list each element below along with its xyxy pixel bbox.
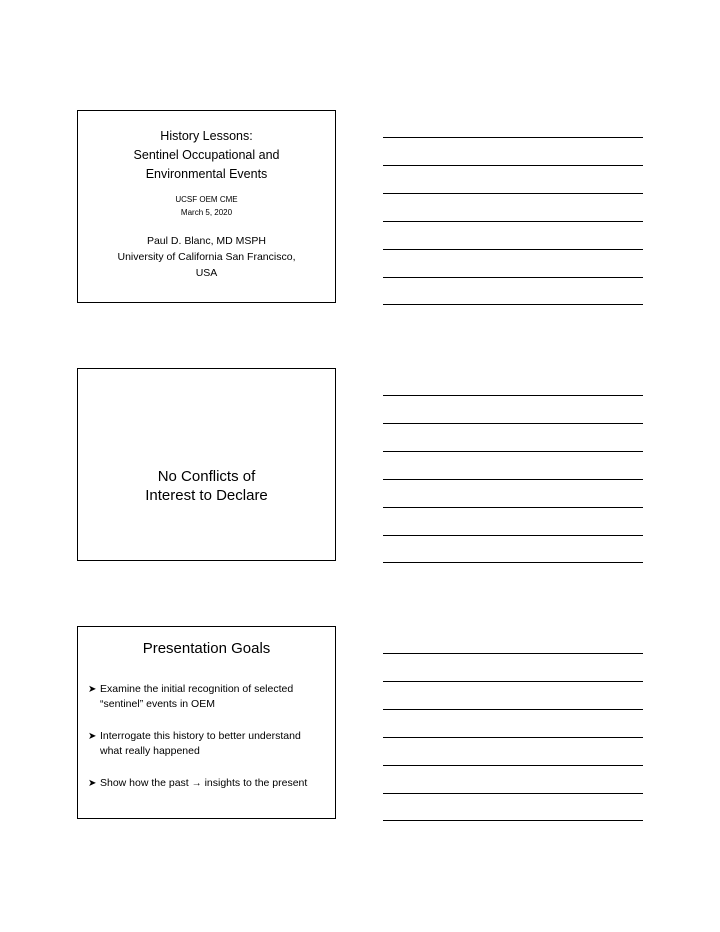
- note-line: [383, 653, 643, 654]
- note-line: [383, 165, 643, 166]
- affiliation-line-1: University of California San Francisco,: [117, 251, 296, 263]
- affiliation-line-2: USA: [195, 267, 218, 279]
- slide-1-title: [78, 127, 335, 184]
- slide-2-line-1: No Conflicts of: [157, 468, 256, 485]
- note-line: [383, 820, 643, 821]
- arrowhead-bullet-icon: ➤: [88, 684, 97, 695]
- goal-item: [88, 776, 329, 791]
- note-line: [383, 479, 643, 480]
- slide-2-statement: [78, 467, 335, 505]
- slide-1-title-slide: [77, 110, 336, 303]
- note-line: [383, 681, 643, 682]
- goal-3-after-arrow: insights to the present: [204, 777, 308, 789]
- slide-1-meta: [78, 193, 335, 219]
- goal-item: [88, 682, 329, 712]
- slide-3-goals: [77, 626, 336, 819]
- event-name: UCSF OEM CME: [175, 195, 238, 204]
- slide-2-conflicts: [77, 368, 336, 561]
- goal-item: [88, 729, 329, 759]
- goal-1-line-1: Examine the initial recognition of selected: [100, 683, 294, 695]
- note-line: [383, 507, 643, 508]
- slide-3-title: Presentation Goals: [142, 640, 271, 657]
- note-line: [383, 562, 643, 563]
- note-line: [383, 451, 643, 452]
- note-line: [383, 395, 643, 396]
- note-line: [383, 304, 643, 305]
- arrowhead-bullet-icon: ➤: [88, 731, 97, 742]
- slide-1-title-line-1: History Lessons:: [160, 129, 253, 143]
- goals-list: [88, 682, 329, 808]
- arrowhead-bullet-icon: ➤: [88, 778, 97, 789]
- notes-lines-2: [383, 368, 643, 564]
- note-line: [383, 277, 643, 278]
- note-line: [383, 423, 643, 424]
- goal-1-line-2: “sentinel” events in OEM: [100, 698, 215, 710]
- slide-1-title-line-2: Sentinel Occupational and: [133, 148, 280, 162]
- note-line: [383, 793, 643, 794]
- slide-1-author-block: [78, 233, 335, 281]
- right-arrow-icon: →: [191, 778, 202, 789]
- event-date: March 5, 2020: [180, 208, 233, 217]
- author-name: Paul D. Blanc, MD MSPH: [146, 235, 267, 247]
- goal-2-line-2: what really happened: [100, 745, 200, 757]
- goal-2-line-1: Interrogate this history to better understand: [100, 730, 301, 742]
- slide-1-title-line-3: Environmental Events: [145, 167, 268, 181]
- note-line: [383, 137, 643, 138]
- note-line: [383, 221, 643, 222]
- note-line: [383, 193, 643, 194]
- notes-lines-3: [383, 626, 643, 822]
- note-line: [383, 765, 643, 766]
- note-line: [383, 737, 643, 738]
- note-line: [383, 535, 643, 536]
- note-line: [383, 249, 643, 250]
- note-line: [383, 709, 643, 710]
- slide-2-line-2: Interest to Declare: [145, 487, 268, 504]
- notes-lines-1: [383, 110, 643, 306]
- goal-3-before-arrow: Show how the past: [100, 777, 189, 789]
